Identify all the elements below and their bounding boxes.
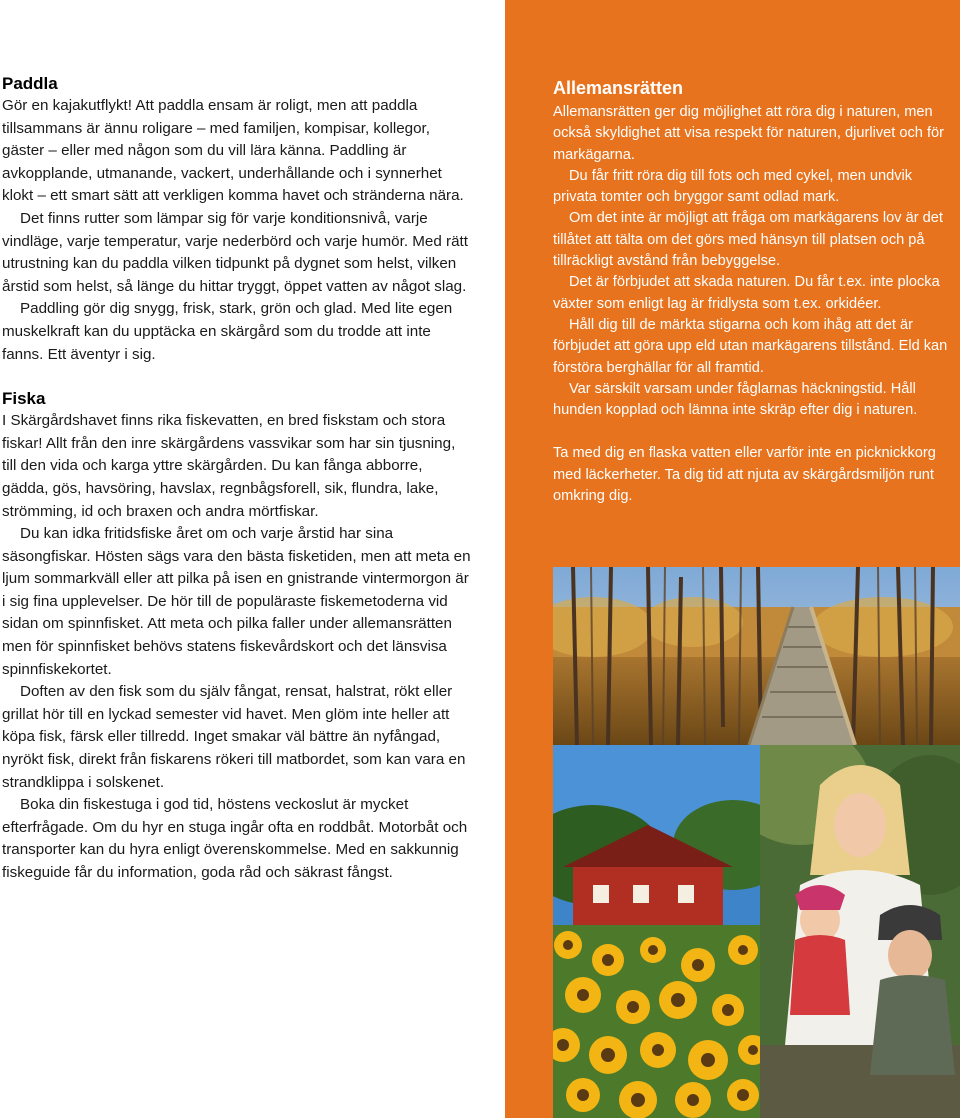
allemansratten-heading: Allemansrätten — [553, 78, 684, 98]
paddla-paragraph-3: Paddling gör dig snygg, frisk, stark, grön och glad. Med lite egen muskelkraft kan du upptäcka en skärgård som du trodde att inte fanns. Ett äventyr i sig. — [2, 300, 453, 363]
allemansratten-paragraph-4: Det är förbjudet att skada naturen. Du får t.ex. inte plocka växter som enligt lag är fridlysta som t.ex. orkidéer. — [553, 274, 940, 312]
sunflower-red-house-photo — [553, 745, 760, 1118]
allemansratten-paragraph-7: Ta med dig en flaska vatten eller varför inte en picknickkorg med läckerheter. Ta dig tid att njuta av skärgårdsmiljön runt omkring dig. — [553, 445, 936, 505]
paddla-heading: Paddla — [2, 74, 58, 93]
paddla-paragraph-1: Gör en kajakutflykt! Att paddla ensam är roligt, men att paddla tillsammans är ännu roligare – med familjen, kompisar, kollegor, gäster – eller med någon som du vill lära känna. Paddling är avkopplande, utmanande, vackert, underhållande och i synnerhet klokt – ett smart sätt att verkligen komma havet och stränderna nära. — [2, 97, 464, 205]
fiska-paragraph-3: Doften av den fisk som du själv fångat, rensat, halstrat, rökt eller grillat hör till en lyckad semester vid havet. Men glöm inte heller att köpa fisk, färsk eller tillredd. Inget smakar väl bättre än nyfångad, nyrökt fisk, direkt från fiskarens rökeri till matbordet, som kan vara en strandklippa i solskenet. — [2, 683, 466, 791]
allemansratten-paragraph-6: Var särskilt varsam under fåglarnas häckningstid. Håll hunden kopplad och lämna inte skräp efter dig i naturen. — [553, 380, 918, 419]
main-text-column — [2, 73, 472, 885]
allemansratten-paragraph-1: Allemansrätten ger dig möjlighet att röra dig i naturen, men också skyldighet att visa respekt för naturen, djurlivet och för markägarna. — [553, 104, 944, 163]
allemansratten-paragraph-5: Håll dig till de märkta stigarna och kom ihåg att det är förbjudet att göra upp eld utan markägarens tillstånd. Eld kan förstöra berghällar för all framtid. — [553, 316, 948, 376]
boardwalk-forest-photo — [553, 567, 960, 745]
allemansratten-paragraph-3: Om det inte är möjligt att fråga om markägarens lov är det tillåtet att tälta om det görs med hänsyn till platsen och på tillräckligt avstånd från bebyggelse. — [553, 210, 943, 270]
fiska-paragraph-2: Du kan idka fritidsfiske året om och varje årstid har sina säsongfiskar. Hösten sägs vara den bästa fisketiden, men att meta en ljum sommarkväll eller att pilka på isen en gnistrande vintermorgon är i sig fina upplevelser. De hör till de populäraste fiskemetoderna vid sidan om spinnfisket. Att meta och pilka faller under allemansrätten men för spinnfisket behövs statens fiskevårdskort och det länsvisa spinnfiskekortet. — [2, 525, 471, 678]
family-portrait-photo — [760, 745, 960, 1118]
paddla-paragraph-2: Det finns rutter som lämpar sig för varje konditionsnivå, varje vindläge, varje temperatur, varje nederbörd och varje humör. Med rätt utrustning kan du paddla vilken tidpunkt på dygnet som helst, vilken årstid som helst, så länge du hittar tryggt, öppet vatten av något slag. — [2, 209, 468, 295]
allemansratten-paragraph-2: Du får fritt röra dig till fots och med cykel, men undvik privata tomter och bryggor samt odlad mark. — [553, 167, 913, 206]
fiska-paragraph-4: Boka din fiskestuga i god tid, höstens veckoslut är mycket efterfrågade. Om du hyr en stuga ingår ofta en roddbåt. Motorbåt och transporter kan du hyra enligt överenskommelse. Med en sakkunnig fiskeguide får du information, goda råd och säkrast fångst. — [2, 796, 468, 881]
allemansratten-box — [553, 76, 958, 507]
fiska-heading: Fiska — [2, 389, 46, 409]
fiska-paragraph-1: I Skärgårdshavet finns rika fiskevatten, en bred fiskstam och stora fiskar! Allt från den inre skärgårdens vassvikar som har sin tjusning, till den vida och karga yttre skärgården. Du kan fånga abborre, gädda, gös, havsöring, havslax, regnbågsforell, sik, flundra, lake, strömming, id och braxen och andra mörtfiskar. — [2, 412, 456, 520]
